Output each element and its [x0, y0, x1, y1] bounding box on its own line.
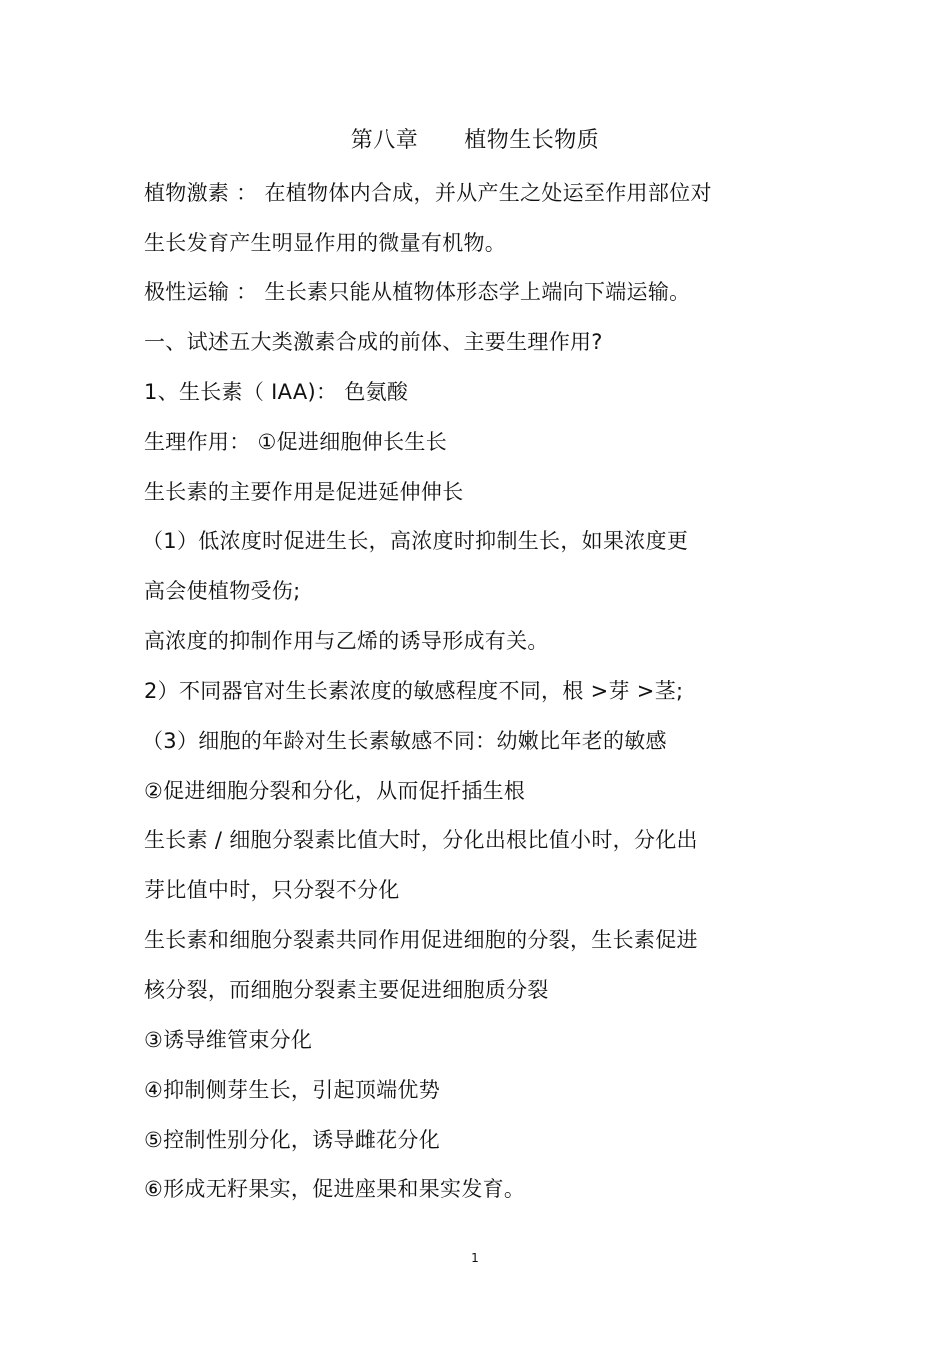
text-line: 芽比值中时，只分裂不分化 [144, 878, 400, 902]
text-line: （3）细胞的年龄对生长素敏感不同：幼嫩比年老的敏感 [142, 729, 667, 753]
text-line: 高会使植物受伤; [144, 579, 301, 603]
text-line: ⑥形成无籽果实，促进座果和果实发育。 [144, 1177, 526, 1201]
text-line: ②促进细胞分裂和分化，从而促扦插生根 [144, 779, 526, 803]
text-line: 植物激素 ： 在植物体内合成，并从产生之处运至作用部位对 [144, 181, 712, 205]
text-line: 生理作用： ①促进细胞伸长生长 [144, 430, 448, 454]
text-line: ⑤控制性别分化，诱导雌花分化 [144, 1128, 441, 1152]
text-line: （1）低浓度时促进生长，高浓度时抑制生长，如果浓度更 [142, 529, 689, 553]
chapter-number: 第八章 [350, 128, 419, 153]
page-number: 1 [471, 1251, 479, 1265]
text-line: ④抑制侧芽生长，引起顶端优势 [144, 1078, 441, 1102]
text-line: 极性运输 ： 生长素只能从植物体形态学上端向下端运输。 [144, 280, 691, 304]
text-line: 高浓度的抑制作用与乙烯的诱导形成有关。 [144, 629, 549, 653]
text-line: 生长发育产生明显作用的微量有机物。 [144, 231, 507, 255]
text-line: ③诱导维管束分化 [144, 1028, 313, 1052]
text-line: 2）不同器官对生长素浓度的敏感程度不同，根 >芽 >茎; [144, 679, 684, 703]
text-line: 核分裂，而细胞分裂素主要促进细胞质分裂 [144, 978, 549, 1002]
section-heading: 1、生长素（ IAA)： 色氨酸 [144, 380, 409, 404]
text-line: 生长素 / 细胞分裂素比值大时，分化出根比值小时，分化出 [144, 828, 698, 852]
chapter-name: 植物生长物质 [464, 128, 600, 153]
text-line: 生长素和细胞分裂素共同作用促进细胞的分裂，生长素促进 [144, 928, 698, 952]
question-heading: 一、试述五大类激素合成的前体、主要生理作用? [144, 330, 603, 354]
text-line: 生长素的主要作用是促进延伸伸长 [144, 480, 464, 504]
chapter-title [0, 126, 950, 156]
